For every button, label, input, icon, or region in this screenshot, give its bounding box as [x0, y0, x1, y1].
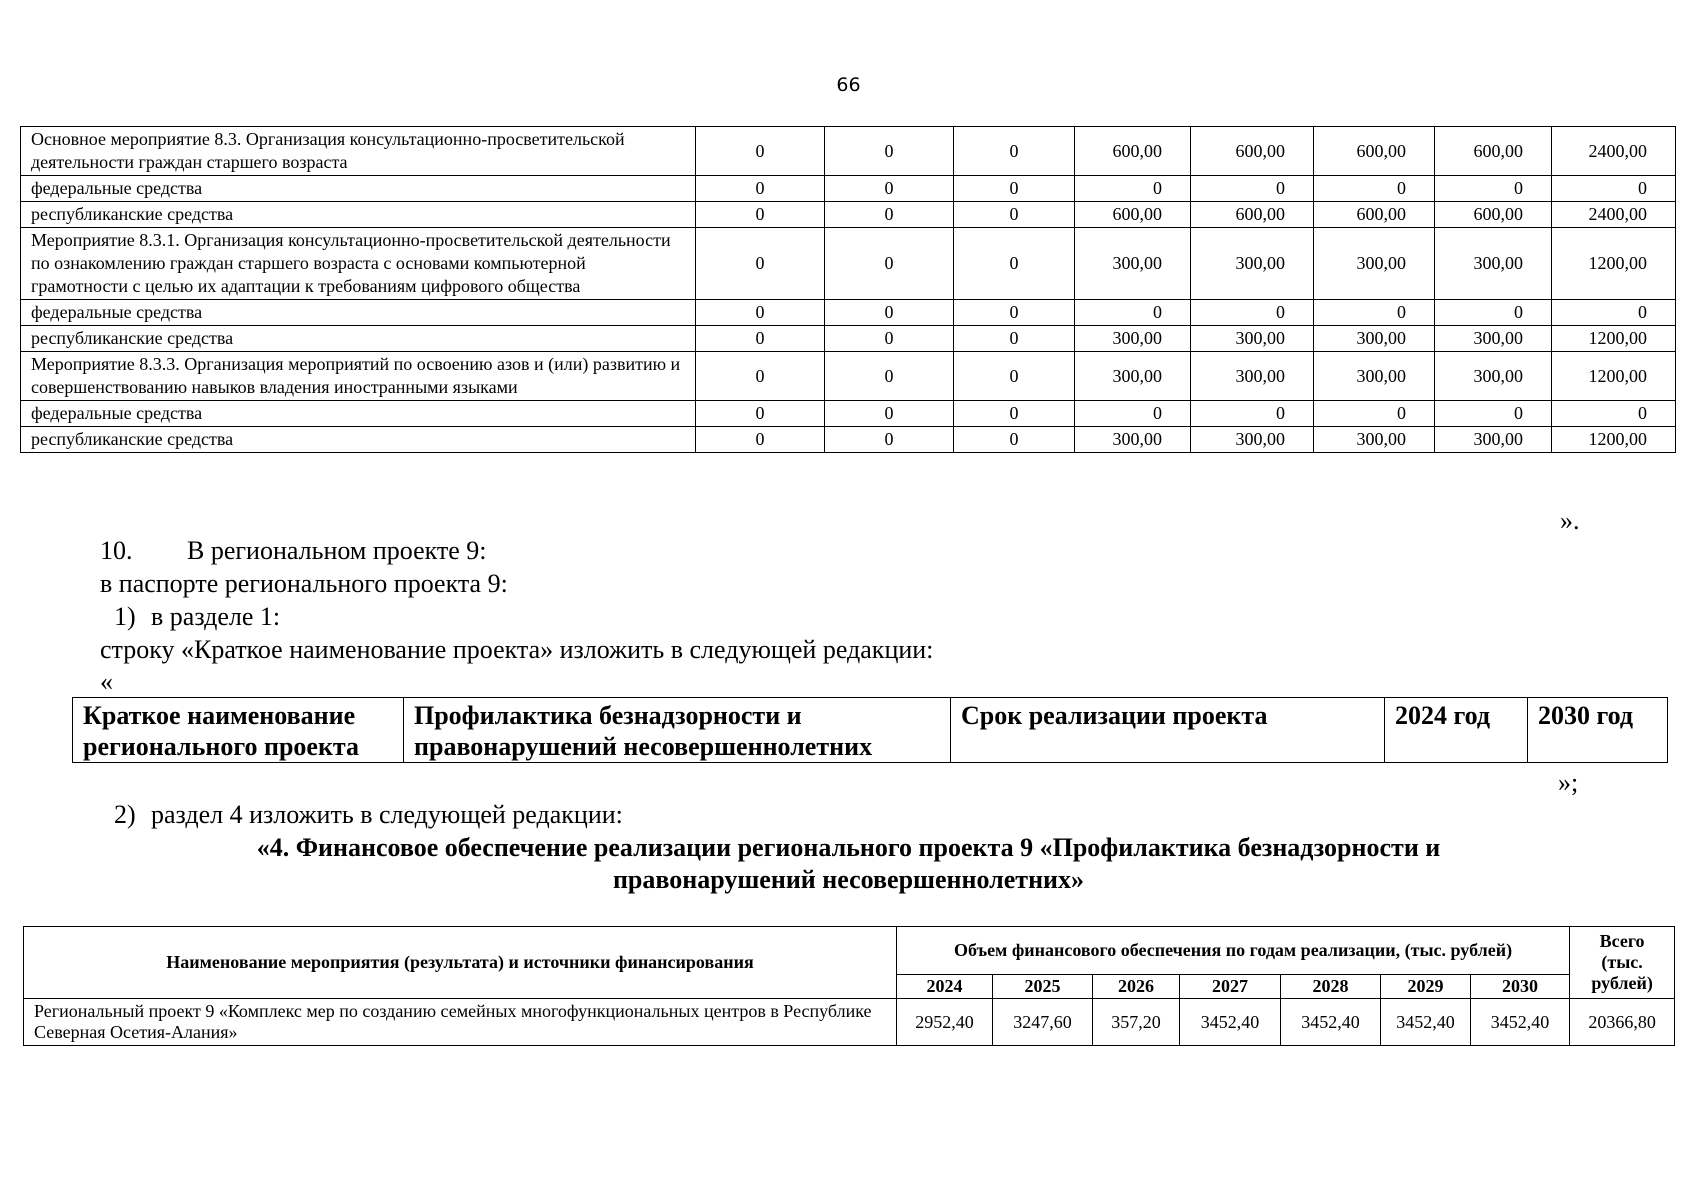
- row-value: 3452,40: [1471, 999, 1570, 1046]
- year-header: 2024: [897, 975, 993, 999]
- item-2-text: раздел 4 изложить в следующей редакции:: [151, 800, 623, 829]
- row-value: 0: [696, 401, 825, 427]
- row-value: 300,00: [1435, 326, 1552, 352]
- row-value: 0: [696, 202, 825, 228]
- row-value: 0: [1075, 401, 1191, 427]
- item-1-text: в разделе 1:: [151, 602, 281, 631]
- table-row: [21, 326, 1676, 352]
- row-value: 0: [825, 326, 954, 352]
- row-value: 300,00: [1435, 352, 1552, 401]
- table-row: [21, 228, 1676, 300]
- section-title-line-2: правонарушений несовершеннолетних»: [612, 865, 1085, 894]
- row-value: 300,00: [1314, 326, 1435, 352]
- row-value: 0: [696, 326, 825, 352]
- row-value: 0: [1075, 176, 1191, 202]
- row-total: 1200,00: [1552, 427, 1676, 453]
- row-value: 600,00: [1435, 202, 1552, 228]
- row-value: 600,00: [1435, 127, 1552, 176]
- row-value: 600,00: [1314, 202, 1435, 228]
- row-name: Мероприятие 8.3.1. Организация консультационно-просветительской деятельности по ознакомлению граждан старшего возраста с основами компьютерной грамотности с целью их адаптации к требованиям цифрового общества: [21, 228, 696, 300]
- row-value: 300,00: [1191, 427, 1314, 453]
- row-name: Региональный проект 9 «Комплекс мер по созданию семейных многофункциональных центров в Республике Северная Осетия-Алания»: [24, 999, 897, 1046]
- row-value: 300,00: [1314, 352, 1435, 401]
- table-row: [21, 352, 1676, 401]
- row-value: 300,00: [1435, 427, 1552, 453]
- row-value: 0: [1435, 300, 1552, 326]
- row-value: 300,00: [1191, 228, 1314, 300]
- short-name-label: Краткое наименование регионального проекта: [73, 698, 404, 763]
- row-value: 0: [954, 300, 1075, 326]
- row-value: 300,00: [1191, 352, 1314, 401]
- row-value: 0: [1435, 176, 1552, 202]
- row-value: 600,00: [1075, 127, 1191, 176]
- row-name: республиканские средства: [21, 202, 696, 228]
- paragraph-10-number: 10.: [100, 536, 133, 565]
- table-row: [21, 176, 1676, 202]
- row-value: 3452,40: [1180, 999, 1281, 1046]
- row-total: 1200,00: [1552, 228, 1676, 300]
- year-header: 2025: [993, 975, 1093, 999]
- row-value: 3452,40: [1281, 999, 1381, 1046]
- row-value: 0: [1435, 401, 1552, 427]
- header-name: Наименование мероприятия (результата) и источники финансирования: [24, 927, 897, 999]
- row-value: 0: [954, 176, 1075, 202]
- table-row: [21, 427, 1676, 453]
- row-total: 1200,00: [1552, 352, 1676, 401]
- table-row: [21, 300, 1676, 326]
- row-value: 0: [825, 352, 954, 401]
- row-value: 0: [696, 352, 825, 401]
- item-1-number: 1): [114, 602, 136, 631]
- table-row: [21, 202, 1676, 228]
- row-value: 0: [1191, 176, 1314, 202]
- row-total: 0: [1552, 401, 1676, 427]
- row-value: 3247,60: [993, 999, 1093, 1046]
- row-value: 0: [954, 127, 1075, 176]
- row-name: федеральные средства: [21, 401, 696, 427]
- row-total: 2400,00: [1552, 127, 1676, 176]
- row-value: 600,00: [1314, 127, 1435, 176]
- table-row: [21, 401, 1676, 427]
- short-name-instruction: строку «Краткое наименование проекта» изложить в следующей редакции:: [100, 635, 934, 664]
- row-value: 0: [1075, 300, 1191, 326]
- term-start: 2024 год: [1385, 698, 1528, 763]
- row-value: 0: [1191, 300, 1314, 326]
- row-name: Мероприятие 8.3.3. Организация мероприятий по освоению азов и (или) развитию и совершенствованию навыков владения иностранными языками: [21, 352, 696, 401]
- row-value: 300,00: [1075, 228, 1191, 300]
- row-name: федеральные средства: [21, 300, 696, 326]
- funding-table-8-3: [20, 126, 1676, 453]
- row-total: 1200,00: [1552, 326, 1676, 352]
- item-2-number: 2): [114, 800, 136, 829]
- term-end: 2030 год: [1528, 698, 1668, 763]
- row-value: 0: [954, 427, 1075, 453]
- table-row: [21, 127, 1676, 176]
- header-total: Всего (тыс. рублей): [1570, 927, 1675, 999]
- row-value: 0: [825, 127, 954, 176]
- project-name: Профилактика безнадзорности и правонарушений несовершеннолетних: [404, 698, 951, 763]
- row-name: республиканские средства: [21, 326, 696, 352]
- row-value: 0: [1314, 300, 1435, 326]
- row-value: 0: [1314, 401, 1435, 427]
- row-value: 2952,40: [897, 999, 993, 1046]
- row-value: 0: [825, 427, 954, 453]
- row-value: 0: [825, 202, 954, 228]
- row-value: 0: [825, 300, 954, 326]
- regional-project-9-funding-table: [23, 926, 1675, 1046]
- year-header: 2029: [1381, 975, 1471, 999]
- row-value: 0: [1191, 401, 1314, 427]
- row-value: 0: [825, 228, 954, 300]
- passport-line: в паспорте регионального проекта 9:: [100, 569, 508, 598]
- closing-quote-2: »;: [1558, 768, 1579, 797]
- project-short-name-table: [72, 697, 1668, 763]
- row-value: 0: [954, 228, 1075, 300]
- year-header: 2030: [1471, 975, 1570, 999]
- year-header: 2026: [1093, 975, 1180, 999]
- row-total: 0: [1552, 176, 1676, 202]
- row-value: 300,00: [1075, 427, 1191, 453]
- row-name: федеральные средства: [21, 176, 696, 202]
- table-row: [24, 999, 1675, 1046]
- row-value: 0: [825, 401, 954, 427]
- year-header: 2027: [1180, 975, 1281, 999]
- row-value: 0: [825, 176, 954, 202]
- row-value: 0: [696, 228, 825, 300]
- row-value: 0: [954, 352, 1075, 401]
- row-value: 0: [1314, 176, 1435, 202]
- row-value: 357,20: [1093, 999, 1180, 1046]
- row-total: 0: [1552, 300, 1676, 326]
- row-value: 600,00: [1075, 202, 1191, 228]
- term-label: Срок реализации проекта: [951, 698, 1385, 763]
- row-total: 20366,80: [1570, 999, 1675, 1046]
- paragraph-10-text: В региональном проекте 9:: [187, 536, 487, 565]
- row-value: 0: [954, 202, 1075, 228]
- open-quote: «: [100, 667, 113, 696]
- section-title-line-1: «4. Финансовое обеспечение реализации регионального проекта 9 «Профилактика безнадзорности и: [256, 833, 1441, 862]
- row-value: 300,00: [1435, 228, 1552, 300]
- row-value: 0: [696, 176, 825, 202]
- row-value: 300,00: [1075, 352, 1191, 401]
- row-name: республиканские средства: [21, 427, 696, 453]
- row-value: 0: [696, 427, 825, 453]
- row-value: 3452,40: [1381, 999, 1471, 1046]
- row-value: 600,00: [1191, 202, 1314, 228]
- row-value: 600,00: [1191, 127, 1314, 176]
- row-value: 0: [954, 401, 1075, 427]
- year-header: 2028: [1281, 975, 1381, 999]
- row-value: 300,00: [1314, 427, 1435, 453]
- row-value: 300,00: [1075, 326, 1191, 352]
- closing-quote-1: ».: [1560, 506, 1580, 535]
- page-number: 66: [836, 74, 861, 96]
- row-value: 0: [696, 300, 825, 326]
- row-total: 2400,00: [1552, 202, 1676, 228]
- row-value: 0: [696, 127, 825, 176]
- row-value: 300,00: [1314, 228, 1435, 300]
- row-name: Основное мероприятие 8.3. Организация консультационно-просветительской деятельности граждан старшего возраста: [21, 127, 696, 176]
- header-volume: Объем финансового обеспечения по годам реализации, (тыс. рублей): [897, 927, 1570, 975]
- row-value: 0: [954, 326, 1075, 352]
- row-value: 300,00: [1191, 326, 1314, 352]
